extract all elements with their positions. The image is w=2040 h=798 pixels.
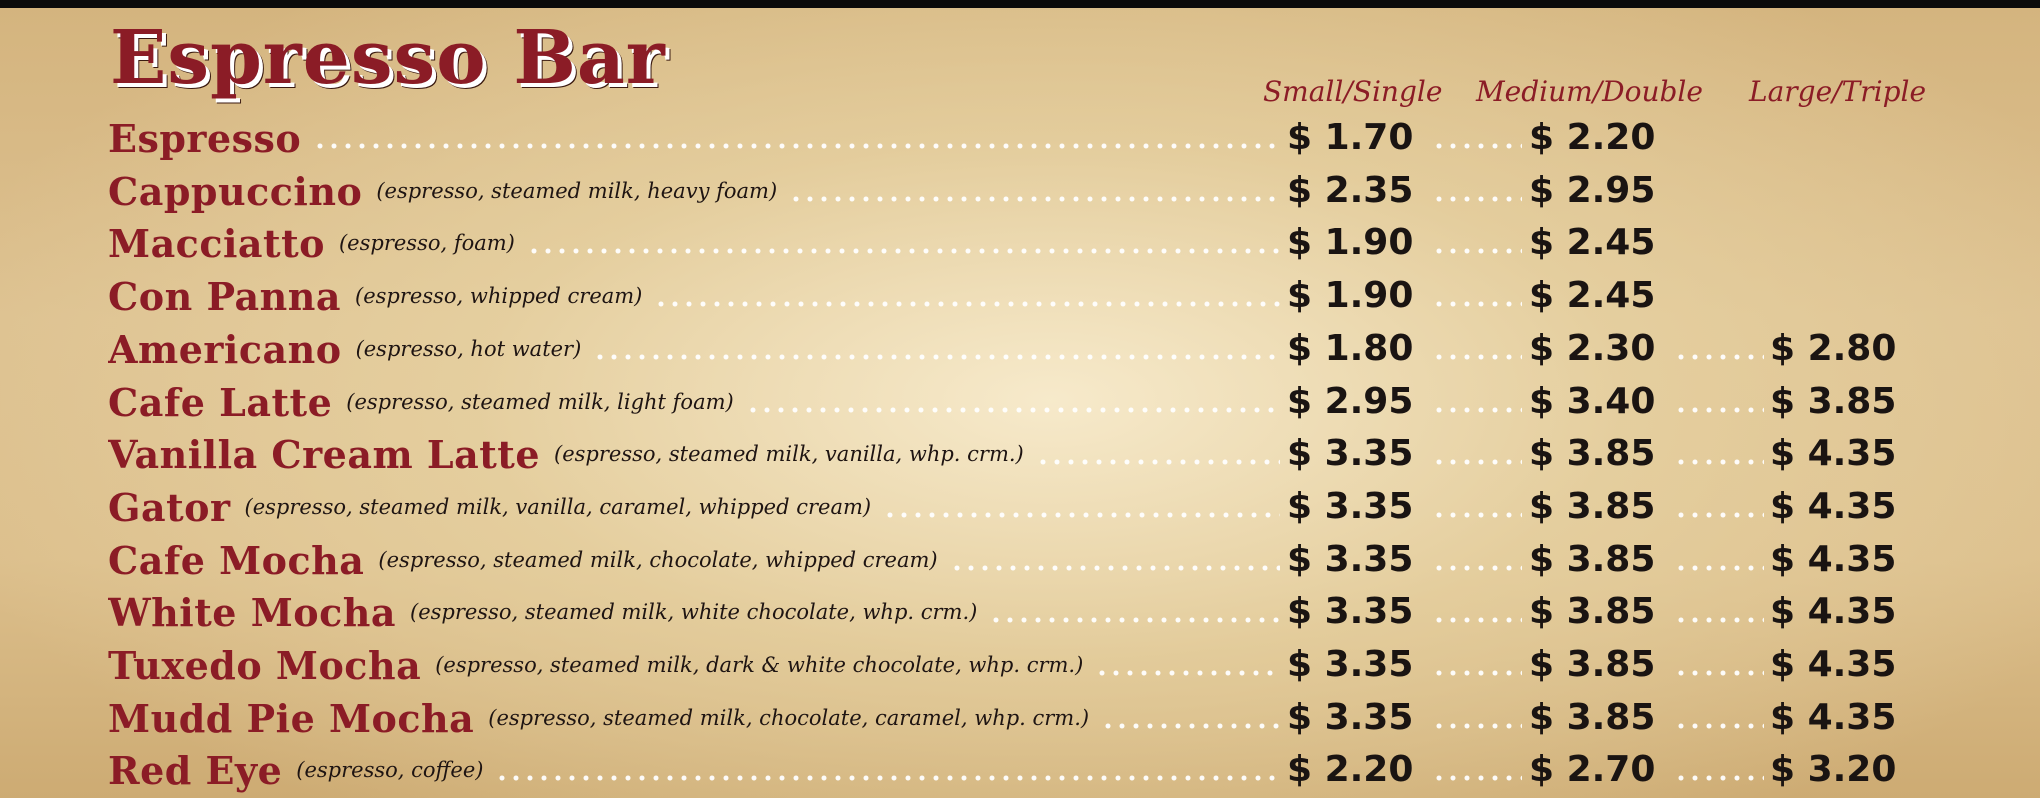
menu-item-row bbox=[0, 586, 2040, 638]
menu-item-description: (espresso, hot water) bbox=[355, 337, 582, 361]
price-small: $ 3.35 bbox=[1287, 539, 1414, 580]
dot-leader bbox=[1432, 534, 1522, 586]
price-medium: $ 3.85 bbox=[1529, 539, 1656, 580]
price-medium: $ 2.95 bbox=[1529, 170, 1656, 211]
menu-item-label bbox=[108, 744, 1288, 796]
menu-item-name: Cafe Latte bbox=[108, 379, 333, 425]
price-medium: $ 2.70 bbox=[1529, 749, 1656, 790]
menu-item-row bbox=[0, 270, 2040, 322]
price-small: $ 2.20 bbox=[1287, 749, 1414, 790]
menu-item-row bbox=[0, 112, 2040, 164]
price-small: $ 3.35 bbox=[1287, 644, 1414, 685]
dot-leader bbox=[950, 534, 1280, 586]
dot-leader bbox=[1432, 692, 1522, 744]
menu-item-name: Red Eye bbox=[108, 747, 283, 793]
dot-leader bbox=[1432, 165, 1522, 217]
menu-item-description: (espresso, steamed milk, heavy foam) bbox=[376, 179, 778, 203]
price-medium: $ 3.40 bbox=[1529, 381, 1656, 422]
price-small: $ 1.80 bbox=[1287, 328, 1414, 369]
price-medium: $ 3.85 bbox=[1529, 433, 1656, 474]
menu-item-name: Con Panna bbox=[108, 273, 342, 319]
menu-item-label bbox=[108, 534, 1288, 586]
menu-item-name: Macciatto bbox=[108, 220, 325, 266]
menu-item-name: Mudd Pie Mocha bbox=[108, 695, 475, 741]
menu-item-label bbox=[108, 217, 1288, 269]
price-small: $ 3.35 bbox=[1287, 591, 1414, 632]
dot-leader bbox=[1674, 481, 1764, 533]
menu-item-row bbox=[0, 323, 2040, 375]
menu-item-row bbox=[0, 165, 2040, 217]
menu-item-label bbox=[108, 639, 1288, 691]
dot-leader bbox=[1432, 376, 1522, 428]
menu-item-description: (espresso, foam) bbox=[338, 231, 515, 255]
menu-item-label bbox=[108, 692, 1288, 744]
menu-item-description: (espresso, steamed milk, light foam) bbox=[346, 390, 734, 414]
menu-item-row bbox=[0, 376, 2040, 428]
menu-item-label bbox=[108, 270, 1288, 322]
menu-item-label bbox=[108, 586, 1288, 638]
menu-item-row bbox=[0, 428, 2040, 480]
dot-leader bbox=[1432, 744, 1522, 796]
menu-item-row bbox=[0, 481, 2040, 533]
menu-item-name: Espresso bbox=[108, 115, 302, 161]
price-large: $ 4.35 bbox=[1770, 697, 1897, 738]
menu-item-label bbox=[108, 112, 1288, 164]
price-large: $ 4.35 bbox=[1770, 539, 1897, 580]
price-medium: $ 2.45 bbox=[1529, 275, 1656, 316]
menu-item-description: (espresso, whipped cream) bbox=[355, 284, 643, 308]
menu-item-description: (espresso, steamed milk, vanilla, caramel, whipped cream) bbox=[244, 495, 872, 519]
menu-item-label bbox=[108, 323, 1288, 375]
dot-leader bbox=[1674, 534, 1764, 586]
price-small: $ 3.35 bbox=[1287, 433, 1414, 474]
price-small: $ 2.95 bbox=[1287, 381, 1414, 422]
menu-title: Espresso Bar bbox=[110, 15, 666, 101]
dot-leader bbox=[1036, 428, 1280, 480]
column-header-medium: Medium/Double bbox=[1476, 75, 1703, 108]
menu-item-name: White Mocha bbox=[108, 589, 396, 635]
menu-item-description: (espresso, steamed milk, chocolate, caramel, whp. crm.) bbox=[488, 706, 1090, 730]
menu-item-label bbox=[108, 428, 1288, 480]
dot-leader bbox=[313, 112, 1280, 164]
dot-leader bbox=[1432, 323, 1522, 375]
price-large: $ 4.35 bbox=[1770, 486, 1897, 527]
price-large: $ 4.35 bbox=[1770, 433, 1897, 474]
menu-item-row bbox=[0, 639, 2040, 691]
dot-leader bbox=[1432, 112, 1522, 164]
menu-item-description: (espresso, steamed milk, white chocolate, whp. crm.) bbox=[410, 600, 978, 624]
dot-leader bbox=[1101, 692, 1280, 744]
menu-item-name: Cafe Mocha bbox=[108, 537, 365, 583]
dot-leader bbox=[1432, 428, 1522, 480]
menu-item-name: Gator bbox=[108, 484, 231, 530]
dot-leader bbox=[1432, 586, 1522, 638]
dot-leader bbox=[1432, 270, 1522, 322]
menu-item-description: (espresso, steamed milk, vanilla, whp. crm.) bbox=[554, 442, 1024, 466]
menu-item-name: Vanilla Cream Latte bbox=[108, 431, 541, 477]
dot-leader bbox=[1674, 323, 1764, 375]
dot-leader bbox=[1674, 586, 1764, 638]
price-medium: $ 2.45 bbox=[1529, 222, 1656, 263]
price-large: $ 2.80 bbox=[1770, 328, 1897, 369]
dot-leader bbox=[746, 376, 1280, 428]
dot-leader bbox=[1095, 639, 1280, 691]
price-large: $ 4.35 bbox=[1770, 591, 1897, 632]
menu-item-description: (espresso, steamed milk, dark & white chocolate, whp. crm.) bbox=[435, 653, 1084, 677]
price-small: $ 1.90 bbox=[1287, 275, 1414, 316]
price-medium: $ 3.85 bbox=[1529, 591, 1656, 632]
dot-leader bbox=[654, 270, 1280, 322]
column-header-small: Small/Single bbox=[1263, 75, 1443, 108]
menu-item-description: (espresso, steamed milk, chocolate, whipped cream) bbox=[378, 548, 938, 572]
dot-leader bbox=[1674, 744, 1764, 796]
menu-item-row bbox=[0, 692, 2040, 744]
dot-leader bbox=[789, 165, 1280, 217]
dot-leader bbox=[1432, 639, 1522, 691]
price-large: $ 3.85 bbox=[1770, 381, 1897, 422]
menu-item-label bbox=[108, 481, 1288, 533]
dot-leader bbox=[527, 217, 1280, 269]
price-medium: $ 2.30 bbox=[1529, 328, 1656, 369]
price-medium: $ 3.85 bbox=[1529, 697, 1656, 738]
menu-item-name: Americano bbox=[108, 326, 342, 372]
menu-item-row bbox=[0, 217, 2040, 269]
column-header-large: Large/Triple bbox=[1749, 75, 1927, 108]
dot-leader bbox=[883, 481, 1280, 533]
price-large: $ 4.35 bbox=[1770, 644, 1897, 685]
price-small: $ 1.70 bbox=[1287, 117, 1414, 158]
menu-item-label bbox=[108, 165, 1288, 217]
dot-leader bbox=[1432, 217, 1522, 269]
menu-item-description: (espresso, coffee) bbox=[296, 758, 484, 782]
dot-leader bbox=[1674, 376, 1764, 428]
dot-leader bbox=[1674, 428, 1764, 480]
top-border bbox=[0, 0, 2040, 8]
price-medium: $ 2.20 bbox=[1529, 117, 1656, 158]
menu-item-row bbox=[0, 744, 2040, 796]
dot-leader bbox=[1674, 639, 1764, 691]
price-medium: $ 3.85 bbox=[1529, 486, 1656, 527]
price-small: $ 3.35 bbox=[1287, 486, 1414, 527]
dot-leader bbox=[1674, 692, 1764, 744]
dot-leader bbox=[1432, 481, 1522, 533]
dot-leader bbox=[593, 323, 1280, 375]
menu-item-name: Cappuccino bbox=[108, 168, 363, 214]
menu-item-name: Tuxedo Mocha bbox=[108, 642, 422, 688]
menu-item-row bbox=[0, 534, 2040, 586]
dot-leader bbox=[495, 744, 1280, 796]
price-medium: $ 3.85 bbox=[1529, 644, 1656, 685]
dot-leader bbox=[989, 586, 1280, 638]
price-small: $ 1.90 bbox=[1287, 222, 1414, 263]
price-small: $ 2.35 bbox=[1287, 170, 1414, 211]
menu-item-label bbox=[108, 376, 1288, 428]
price-small: $ 3.35 bbox=[1287, 697, 1414, 738]
price-large: $ 3.20 bbox=[1770, 749, 1897, 790]
